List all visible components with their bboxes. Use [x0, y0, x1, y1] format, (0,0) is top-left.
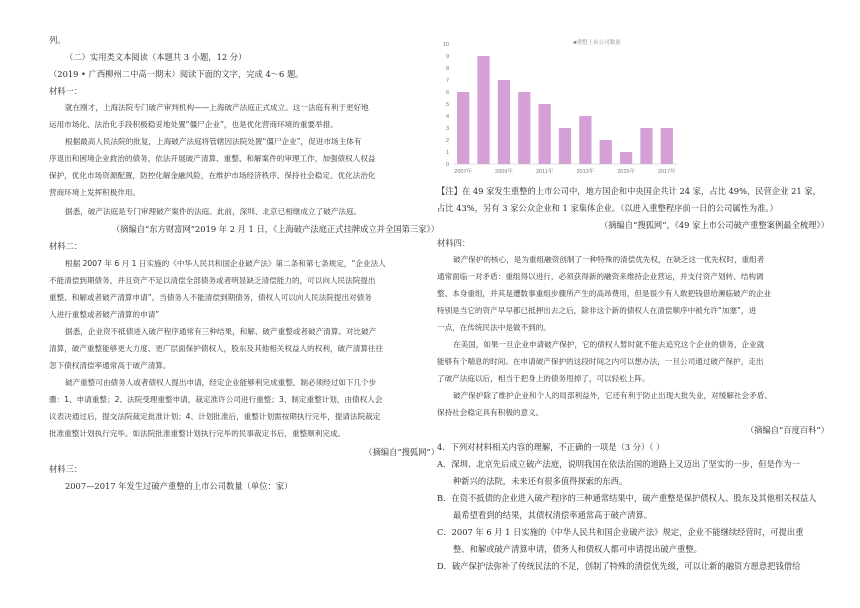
y-tick-label: 3: [445, 126, 449, 132]
bar-2011年: [539, 104, 551, 164]
right-line-13: 保持社会稳定具有积极的意义。: [437, 408, 544, 417]
right-line-0: 【注】在 49 家发生重整的上市公司中，地方国企和中央国企共计 24 家，占比 49%，民营企业 21 家，: [437, 186, 821, 196]
left-line-17: 据悉，企业资不抵债进入破产程序通常有三种结果，和解、破产重整或者破产清算。对比破产: [65, 327, 377, 336]
x-tick-label: 2015年: [617, 169, 635, 175]
bar-2015年: [620, 152, 632, 164]
y-tick-label: 0: [445, 162, 449, 168]
right-line-5: 通常面临一对矛盾：重组得以进行，必须获得新的融资来维持企业营运，并支付资产划转、结构调: [437, 272, 764, 281]
right-line-1: 占比 43%，另有 3 家公众企业和 1 家集体企业。（以进入重整程序前一日的公司属性为准。）: [437, 203, 778, 213]
left-line-16: 人进行重整或者破产清算的申请”: [49, 310, 160, 319]
bar-2010年: [518, 92, 530, 164]
y-tick-label: 5: [445, 102, 449, 108]
right-line-8: 一点，在传统民法中是做不到的。: [437, 323, 551, 332]
y-tick-label: 4: [445, 114, 449, 120]
chart-legend: ■重整上市公司数量: [573, 40, 621, 46]
left-line-1: （二）实用类文本阅读（本题共 3 小题，12 分）: [65, 52, 247, 62]
left-line-2: （2019 • 广西柳州二中高一期末）阅读下面的文字，完成 4～6 题。: [49, 69, 304, 79]
left-line-25: 材料三：: [49, 464, 83, 474]
left-line-23: 批准重整计划执行完毕。如法院批准重整计划执行完毕的民事裁定书后，重整顺利完成。: [49, 429, 346, 438]
y-tick-label: 7: [445, 78, 449, 84]
left-line-6: 根据最高人民法院的批复，上海破产法庭将管辖因法院处置“僵尸企业”，促进市场主体有: [65, 137, 362, 146]
right-line-6: 整、本身重组，并其是遭数事重组步骤所产生的高昂费用，但是很少有人敢把钱借给濒临破产的企业: [437, 289, 772, 298]
left-line-13: 根据 2007 年 6 月 1 日实施的《中华人民共和国企业破产法》第二条和第七条规定，“企业法人: [65, 259, 386, 268]
left-line-19: 忽下债权清偿率通常高于破产清算。: [49, 361, 171, 370]
left-line-3: 材料一：: [49, 86, 83, 96]
x-tick-label: 2007年: [454, 169, 473, 175]
y-tick-label: 1: [445, 150, 449, 156]
x-tick-label: 2013年: [576, 169, 595, 175]
x-tick-label: 2011年: [535, 169, 554, 175]
left-line-24: （摘编自“搜狐网”）: [364, 447, 439, 457]
y-tick-label: 9: [445, 54, 449, 60]
right-line-15: 4．下列对材料相关内容的理解，不正确的一项是（3 分）（ ）: [437, 442, 665, 452]
left-line-20: 破产重整可由债务人或者债权人提出申请，经定企业能够利完成重整，制必须经过如下几个步: [65, 378, 377, 387]
right-line-19: 最希望看到的结果，其债权清偿率通常高于破产清算。: [453, 510, 653, 520]
bar-2007年: [457, 92, 469, 164]
right-line-2: （摘编自“搜狐网”，《49 家上市公司破产重整案例最全梳理》）: [599, 220, 829, 230]
y-tick-label: 2: [445, 138, 449, 144]
right-line-18: B．在资不抵债的企业进入破产程序的三种通常结果中，破产重整是保护债权人、股东及其他相关权益人: [437, 493, 817, 503]
x-tick-label: 2009年: [495, 169, 513, 175]
right-line-3: 材料四：: [437, 238, 471, 248]
right-line-4: 破产保护的核心，是为重组融资创制了一种特殊的清偿优先权，在缺乏这一优先权时，重组者: [453, 255, 765, 264]
y-tick-label: 8: [445, 66, 449, 72]
bar-2008年: [477, 56, 489, 164]
y-tick-label: 6: [445, 90, 449, 96]
left-line-18: 清算，破产重整能够更大力度、更广层面保护债权人，股东及其他相关权益人的权利，破产清算往往: [49, 344, 384, 353]
bar-2009年: [498, 80, 510, 164]
left-line-9: 营商环境上发挥积极作用。: [49, 188, 141, 197]
bar-2014年: [600, 140, 612, 164]
right-line-9: 在美国，如果一旦企业申请破产保护，它的债权人暂时就不能去追究这个企业的债务，企业就: [453, 340, 765, 349]
bankruptcy-bar-chart: [437, 32, 687, 180]
left-line-8: 保护，优化市场资源配置，防控化解金融风险，在维护市场经济秩序、保持社会稳定、优化法治化: [49, 171, 376, 180]
bar-2017年: [661, 128, 673, 164]
left-line-26: 2007—2017 年发生过破产重整的上市公司数量（单位：家）: [65, 481, 293, 491]
left-line-21: 骤：1、申请重整；2、法院受理重整申请，裁定准许公司进行重整；3、制定重整计划，由债权人会: [49, 395, 383, 404]
left-line-15: 重整、和解或者破产清算申请”。当债务人不能清偿到期债务，债权人可以向人民法院提出对债务: [49, 293, 372, 302]
y-axis: [443, 42, 449, 168]
bar-2012年: [559, 128, 571, 164]
x-axis: [453, 164, 677, 175]
right-line-22: D．破产保护法弥补了传统民法的不足，创制了特殊的清偿优先级，可以让新的融资方愿意把钱借给: [437, 561, 801, 571]
right-line-14: （摘编自“百度百科”）: [745, 425, 829, 435]
right-line-21: 整、和解或破产清算申请，债务人和债权人都可申请提出破产重整。: [453, 544, 702, 554]
left-line-12: 材料二：: [49, 241, 83, 251]
left-line-10: 据悉，破产法庭是专门审理破产案件的法庭。此前，深圳、北京已相继成立了破产法庭。: [65, 207, 362, 216]
left-line-11: （摘编自“东方财富网”2019 年 2 月 1 日，《上海破产法庭正式挂牌成立并全国第三家》）: [111, 224, 439, 234]
bars: [457, 56, 673, 164]
left-line-14: 不能清偿到期债务，并且资产不足以清偿全部债务或者明显缺乏清偿能力的，可以向人民法院提出: [49, 276, 376, 285]
right-line-20: C．2007 年 6 月 1 日实施的《中华人民共和国企业破产法》规定，企业不能继续经营时，可提出重: [437, 527, 804, 537]
right-line-16: A．深圳、北京先后成立破产法庭，说明我国在依法治国的道路上又迈出了坚实的一步，但是作为一: [437, 459, 800, 469]
x-tick-label: 2017年: [657, 169, 676, 175]
right-line-7: 特别是当它的资产早早都已抵押出去之后，除非这个新的债权人在清偿顺序中被允许“加塞”，进: [437, 306, 757, 315]
left-line-5: 运用市场化、法治化手段积极稳妥地处置“僵尸企业”，也是优化营商环境的重要举措。: [49, 120, 338, 129]
right-line-11: 了破产法庭以后，相当于把身上的债务甩掉了，可以轻松上阵。: [437, 374, 650, 383]
bar-2016年: [640, 128, 652, 164]
left-line-7: 序退出和困境企业救治的债务，依法开展破产清算、重整、和解案件的审理工作，加强债权人权益: [49, 154, 376, 163]
y-tick-label: 10: [442, 42, 449, 48]
bar-2013年: [579, 116, 591, 164]
right-line-12: 破产保护除了维护企业和个人的局部利益外，它还有利于防止出现大批失业，对缓解社会矛盾、: [453, 391, 772, 400]
left-line-0: 列。: [49, 35, 66, 45]
right-line-10: 能够有个喘息的时间。在申请破产保护的这段时间之内可以想办法，一旦公司通过破产保护，走出: [437, 357, 764, 366]
left-line-22: 议表决通过后，提交法院裁定批准计划；4、计划批准后，重整计划需按期执行完毕，提请法院裁定: [49, 412, 381, 421]
right-line-17: 种新兴的法院，未来还有很多值得探索的东西。: [453, 476, 628, 486]
left-line-4: 就在刚才，上海法院专门破产审判机构——上海破产法庭正式成立。这一法庭有利于更好地: [65, 103, 369, 112]
